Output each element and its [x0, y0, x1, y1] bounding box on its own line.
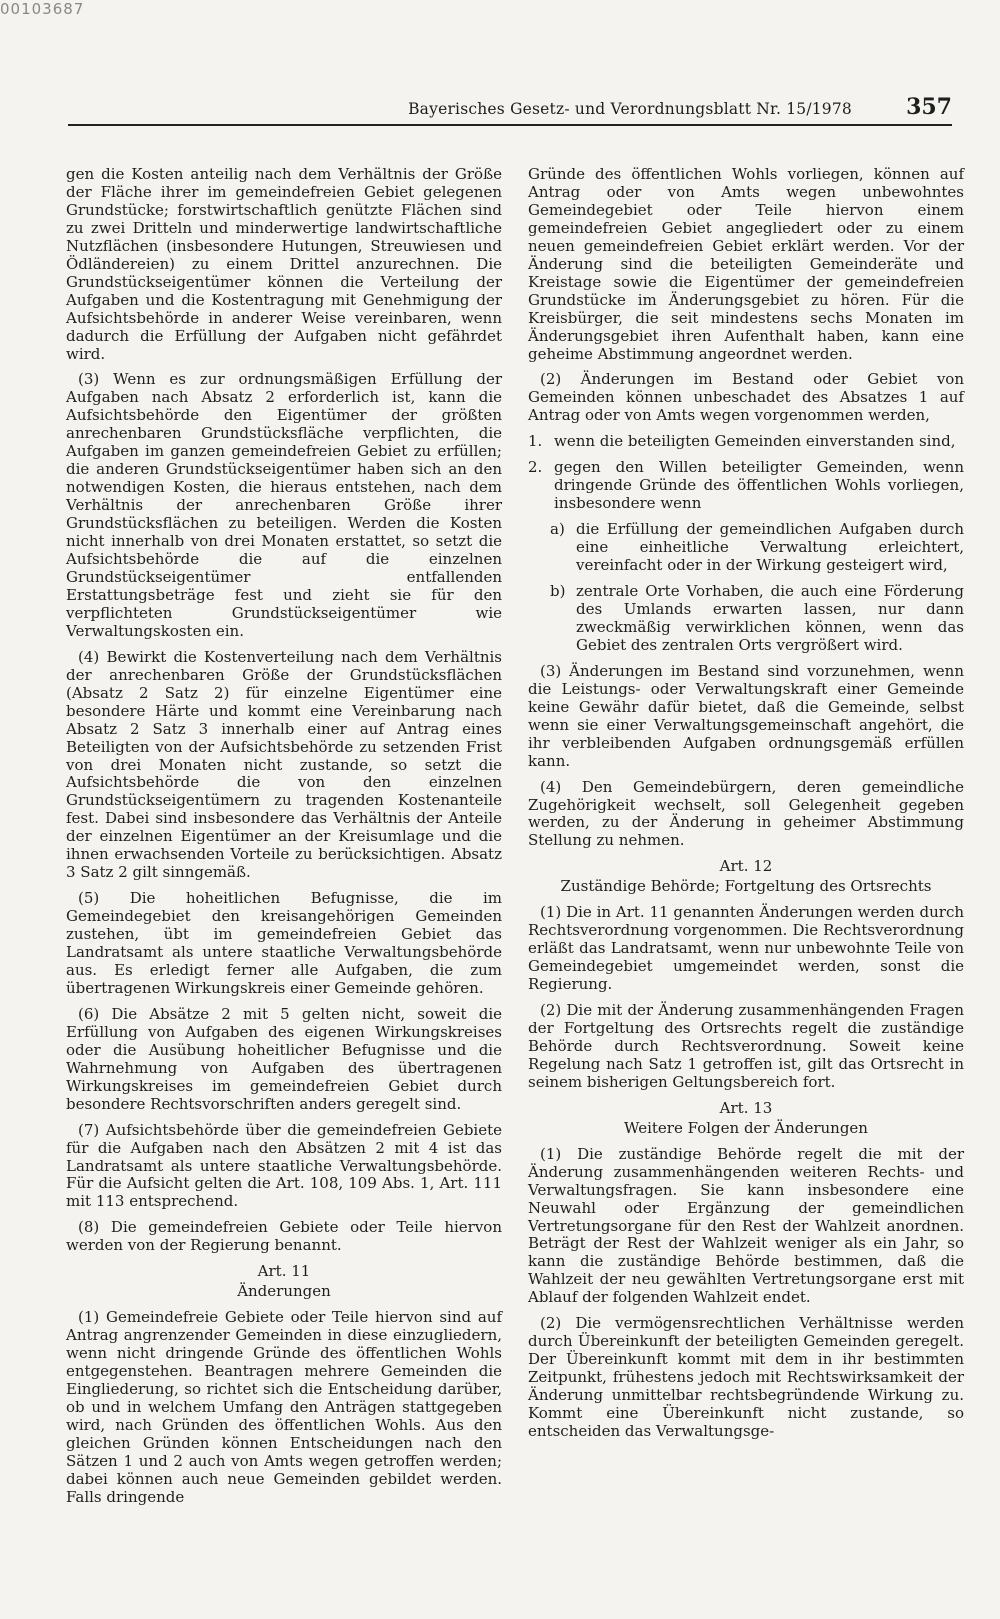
list-marker: 2. [528, 458, 543, 477]
list-marker: 1. [528, 432, 543, 451]
list-item-text: die Erfüllung der gemeindlichen Aufgaben durch eine einheitliche Verwaltung erleichtert, vereinfacht oder in der Wirkung gesteigert wird, [576, 520, 964, 575]
page-header [68, 92, 952, 126]
sub-list-item [528, 521, 964, 575]
list-item-text: zentrale Orte Vorhaben, die auch eine Förderung des Umlands erwarten lassen, nur dann zweckmäßig verwirklichen können, wenn das Gebiet des zentralen Orts vergrößert wird. [576, 582, 964, 654]
paragraph: (2) Die mit der Änderung zusammenhängenden Fragen der Fortgeltung des Ortsrechts regelt die zuständige Behörde durch Rechtsverordnung. Soweit keine Regelung nach Satz 1 getroffen ist, gilt das Ortsrecht in seinem bisherigen Geltungsbereich fort. [528, 1001, 964, 1091]
list-item-text: wenn die beteiligten Gemeinden einverstanden sind, [554, 432, 956, 451]
article-heading: Art. 12 [719, 857, 773, 876]
list-item-text: gegen den Willen beteiligter Gemeinden, wenn dringende Gründe des öffentlichen Wohls vorliegen, insbesondere wenn [554, 458, 964, 513]
paragraph: (7) Aufsichtsbehörde über die gemeindefreien Gebiete für die Aufgaben nach den Absätzen 2 mit 4 ist das Landratsamt als untere staatliche Verwaltungsbehörde. Für die Aufsicht gelten die Art. 108, 109 Abs. 1, Art. 111 mit 113 entsprechend. [66, 1120, 502, 1211]
list-item [528, 433, 964, 451]
list-marker: a) [550, 520, 565, 539]
paragraph: Gründe des öffentlichen Wohls vorliegen, können auf Antrag oder von Amts wegen unbewohntes Gemeindegebiet oder Teile hiervon einem gemeindefreien Gebiet angegliedert oder zu einem neuen gemeindefreien Gebiet erklärt werden. Vor der Änderung sind die beteiligten Gemeinderäte und Kreistage sowie die Eigentümer der gemeindefreien Grundstücke im Änderungsgebiet zu hören. Für die Kreisbürger, die seit mindestens sechs Monaten im Änderungsgebiet ihren Aufenthalt haben, kann eine geheime Abstimmung angeordnet werden. [528, 165, 964, 363]
paragraph: (4) Bewirkt die Kostenverteilung nach dem Verhältnis der anrechenbaren Größe der Grundstücksflächen (Absatz 2 Satz 2) für einzelne Eigentümer eine besondere Härte und kommt eine Vereinbarung nach Absatz 2 Satz 3 innerhalb einer auf Antrag eines Beteiligten von der Aufsichtsbehörde zu setzenden Frist von drei Monaten nicht zustande, so setzt die Aufsichtsbehörde die von den einzelnen Grundstückseigentümern zu tragenden Kostenanteile fest. Dabei sind insbesondere das Verhältnis der Anteile der einzelnen Eigentümer an der Kreisumlage und die ihnen erwachsenden Vorteile zu berücksichtigen. Absatz 3 Satz 2 gilt sinngemäß. [66, 647, 502, 882]
article-heading: Art. 13 [719, 1098, 773, 1117]
left-column [66, 166, 502, 1515]
article-title: Änderungen [237, 1282, 331, 1301]
article-heading: Art. 11 [257, 1262, 311, 1281]
paragraph: (1) Die in Art. 11 genannten Änderungen werden durch Rechtsverordnung vorgenommen. Die Rechtsverordnung erläßt das Landratsamt, wenn nur unbewohnte Teile von Gemeindegebiet umgemeindet werden, sonst die Regierung. [528, 903, 964, 994]
journal-title: Bayerisches Gesetz- und Verordnungsblatt Nr. 15/1978 [408, 100, 852, 118]
right-column [528, 166, 964, 1449]
article-title: Weitere Folgen der Änderungen [624, 1118, 868, 1137]
page-number: 357 [906, 94, 952, 120]
paragraph: (1) Die zuständige Behörde regelt die mit der Änderung zusammenhängenden weiteren Rechts- und Verwaltungsfragen. Sie kann insbesondere eine Neuwahl oder Ergänzung der gemeindlichen Vertretungsorgane für den Rest der Wahlzeit anordnen. Beträgt der Rest der Wahlzeit weniger als ein Jahr, so kann die zuständige Behörde bestimmen, daß die Wahlzeit der neu gewählten Vertretungsorgane erst mit Ablauf der folgenden Wahlzeit endet. [528, 1144, 964, 1307]
paragraph: (4) Den Gemeindebürgern, deren gemeindliche Zugehörigkeit wechselt, soll Gelegenheit gegeben werden, zu der Änderung in geheimer Abstimmung Stellung zu nehmen. [528, 777, 964, 850]
paragraph: (1) Gemeindefreie Gebiete oder Teile hiervon sind auf Antrag angrenzender Gemeinden in diese einzugliedern, wenn nicht dringende Gründe des öffentlichen Wohls entgegenstehen. Beantragen mehrere Gemeinden die Eingliederung, so richtet sich die Entscheidung darüber, ob und in welchem Umfang den Anträgen stattgegeben wird, nach Gründen des öffentlichen Wohls. Aus den gleichen Gründen können Entscheidungen nach den Sätzen 1 und 2 auch von Amts wegen getroffen werden; dabei können auch neue Gemeinden gebildet werden. Falls dringende [66, 1308, 502, 1506]
paragraph: (2) Die vermögensrechtlichen Verhältnisse werden durch Übereinkunft der beteiligten Gemeinden geregelt. Der Übereinkunft kommt mit dem in ihr bestimmten Zeitpunkt, frühestens jedoch mit Rechtswirksamkeit der Änderung unmittelbar rechtsbegründende Wirkung zu. Kommt eine Übereinkunft nicht zustande, so entscheiden das Verwaltungsge- [528, 1314, 964, 1440]
paragraph: (8) Die gemeindefreien Gebiete oder Teile hiervon werden von der Regierung benannt. [66, 1218, 502, 1255]
paragraph: (3) Änderungen im Bestand sind vorzunehmen, wenn die Leistungs- oder Verwaltungskraft einer Gemeinde keine Gewähr dafür bietet, daß die Gemeinde, selbst wenn sie einer Verwaltungsgemeinschaft angehört, die ihr verbleibenden Aufgaben ordnungsgemäß erfüllen kann. [528, 661, 964, 770]
paragraph: (6) Die Absätze 2 mit 5 gelten nicht, soweit die Erfüllung von Aufgaben des eigenen Wirkungskreises oder die Ausübung hoheitlicher Befugnisse und die Wahrnehmung von Aufgaben des übertragenen Wirkungskreises im gemeindefreien Gebiet durch besondere Rechtsvorschriften anders geregelt sind. [66, 1004, 502, 1113]
paragraph: (3) Wenn es zur ordnungsmäßigen Erfüllung der Aufgaben nach Absatz 2 erforderlich ist, kann die Aufsichtsbehörde den Eigentümer der größten anrechenbaren Grundstücksfläche verpflichten, die Aufgaben im ganzen gemeindefreien Gebiet zu erfüllen; die anderen Grundstückseigentümer haben sich an den notwendigen Kosten, die hieraus entstehen, nach dem Verhältnis der anrechenbaren Größe ihrer Grundstücksflächen zu beteiligen. Werden die Kosten nicht innerhalb von drei Monaten erstattet, so setzt die Aufsichtsbehörde die auf die einzelnen Grundstückseigentümer entfallenden Erstattungsbeträge fest und zieht sie für den verpflichteten Grundstückseigentümer wie Verwaltungskosten ein. [66, 370, 502, 640]
paragraph: (5) Die hoheitlichen Befugnisse, die im Gemeindegebiet den kreisangehörigen Gemeinden zustehen, übt im gemeindefreien Gebiet das Landratsamt als untere staatliche Verwaltungsbehörde aus. Es erledigt ferner alle Aufgaben, die zum übertragenen Wirkungskreis einer Gemeinde gehören. [66, 889, 502, 997]
paragraph: (2) Änderungen im Bestand oder Gebiet von Gemeinden können unbeschadet des Absatzes 1 auf Antrag oder von Amts wegen vorgenommen werden, [528, 370, 964, 425]
article-title: Zuständige Behörde; Fortgeltung des Ortsrechts [560, 877, 932, 896]
sub-list-item [528, 583, 964, 655]
list-item [528, 459, 964, 513]
paragraph: gen die Kosten anteilig nach dem Verhältnis der Größe der Fläche ihrer im gemeindefreien Gebiet gelegenen Grundstücke; forstwirtschaftlich genützte Flächen sind zu zwei Dritteln und minderwertige landwirtschaftliche Nutzflächen (insbesondere Hutungen, Streuwiesen und Ödländereien) zu einem Drittel anzurechnen. Die Grundstückseigentümer können die Verteilung der Aufgaben und die Kostentragung mit Genehmigung der Aufsichtsbehörde in anderer Weise vereinbaren, wenn dadurch die Erfüllung der Aufgaben nicht gefährdet wird. [66, 165, 502, 363]
list-marker: b) [550, 582, 566, 601]
archive-stamp: 00103687 [0, 0, 85, 18]
